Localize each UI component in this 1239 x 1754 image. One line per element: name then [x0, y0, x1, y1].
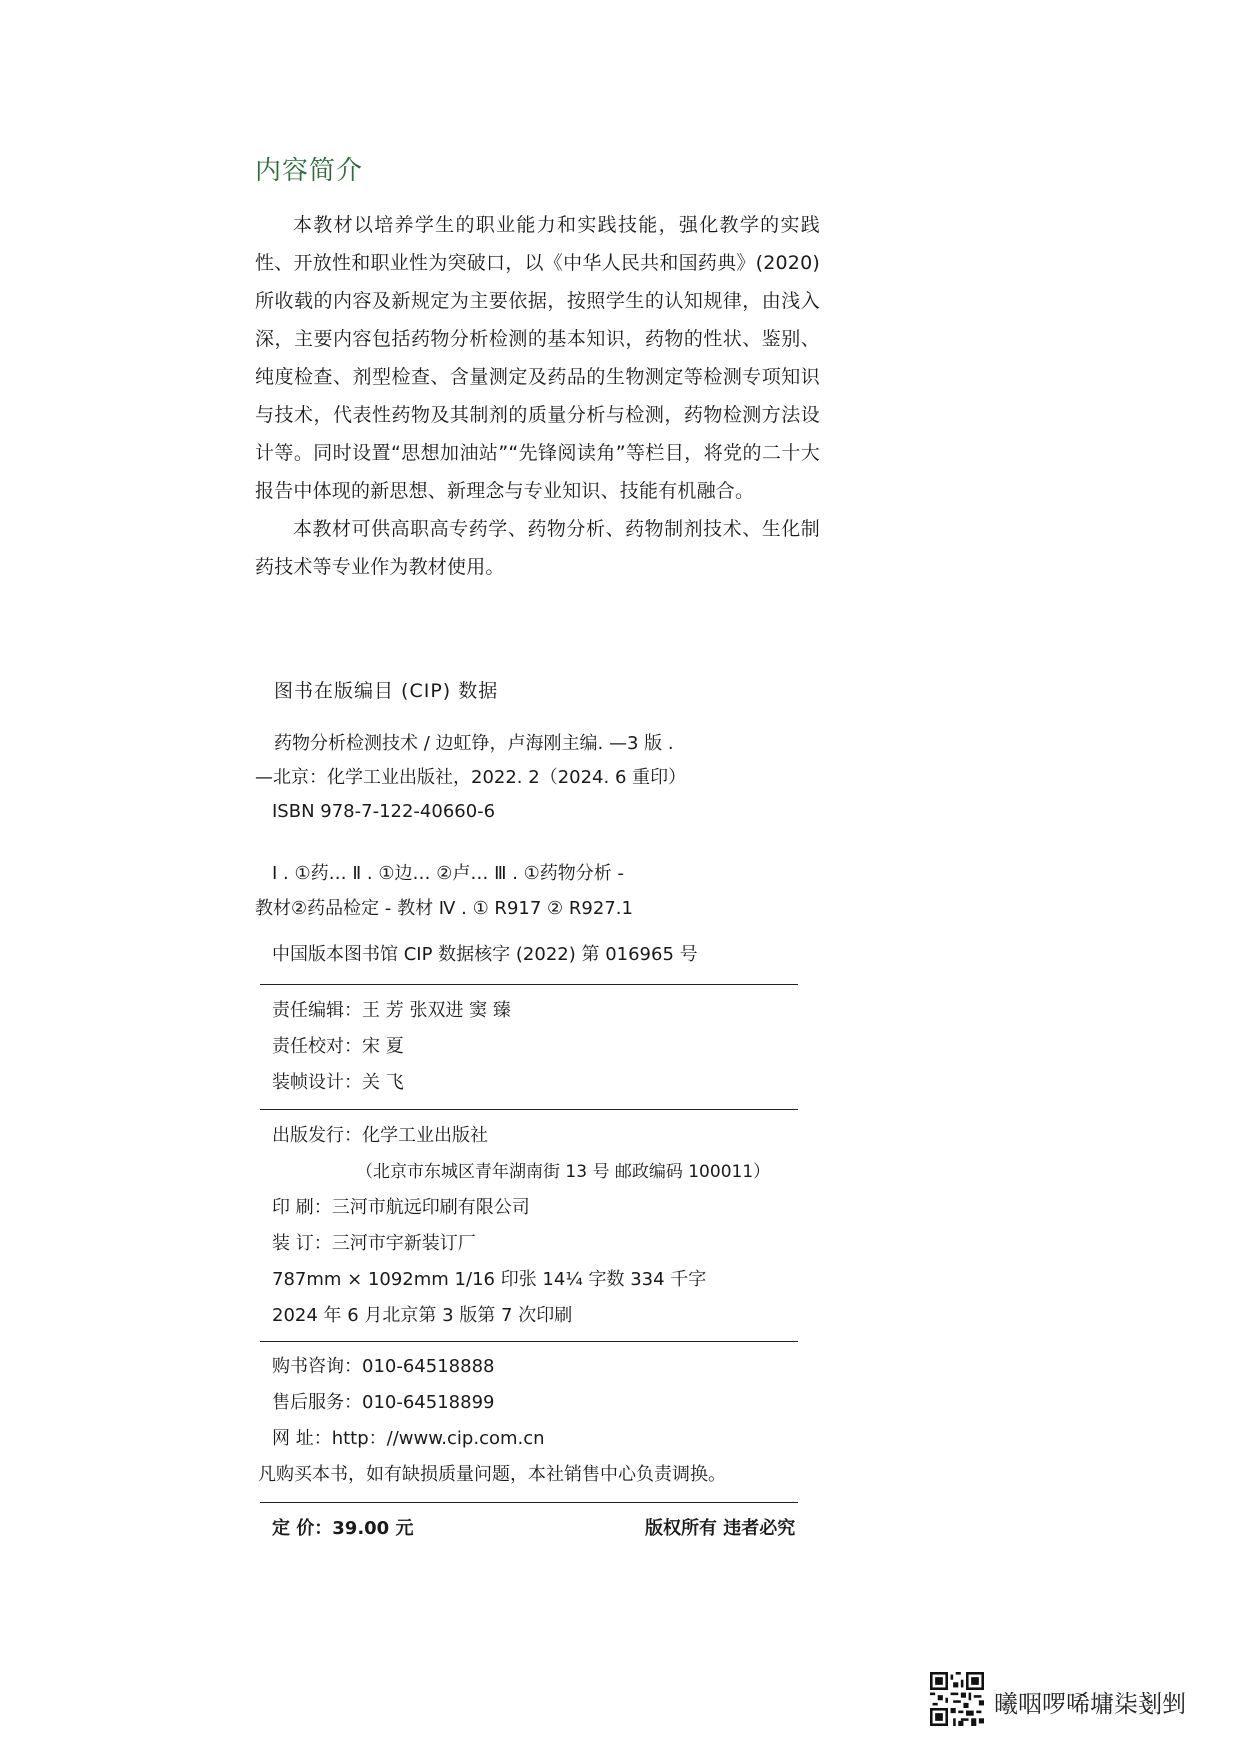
format-line: 787mm × 1092mm 1/16 印张 14¼ 字数 334 千字: [272, 1269, 707, 1290]
cip-isbn: ISBN 978-7-122-40660-6: [272, 801, 496, 822]
cip-line: —北京：化学工业出版社，2022. 2（2024. 6 重印）: [255, 767, 687, 788]
editor-line: 责任编辑：王 芳 张双进 窦 臻: [272, 1000, 511, 1021]
cip-number: 中国版本图书馆 CIP 数据核字 (2022) 第 016965 号: [272, 944, 698, 965]
cip-line: 药物分析检测技术 / 边虹铮，卢海刚主编. —3 版 .: [274, 733, 674, 754]
rights-notice: 版权所有 违者必究: [645, 1518, 796, 1539]
design-line: 装帧设计：关 飞: [272, 1072, 404, 1093]
publisher-line: 出版发行：化学工业出版社: [272, 1125, 488, 1146]
service-phone: 售后服务：010-64518899: [272, 1392, 495, 1413]
notice-line: 凡购买本书，如有缺损质量问题，本社销售中心负责调换。: [258, 1464, 726, 1485]
watermark-text: 曦咽啰唏墉柒剗剉: [994, 1690, 1186, 1718]
intro-paragraph: 本教材以培养学生的职业能力和实践技能，强化教学的实践性、开放性和职业性为突破口，以《中华人民共和国药典》(2020) 所收载的内容及新规定为主要依据，按照学生的认知规律，由浅入深，主要内容包括药物分析检测的基本知识，药物的性状、鉴别、纯度检查、剂型检查、含量测定及药品的生物测定等检测专项知识与技术，代表性药物及其制剂的质量分析与检测，药物检测方法设计等。同时设置“思想加油站”“先锋阅读角”等栏目，将党的二十大报告中体现的新思想、新理念与专业知识、技能有机融合。: [255, 214, 820, 502]
cip-line: Ⅰ . ①药… Ⅱ . ①边… ②卢… Ⅲ . ①药物分析 -: [272, 863, 625, 884]
divider: [260, 1502, 798, 1503]
proofreader-line: 责任校对：宋 夏: [272, 1036, 404, 1057]
divider: [260, 1109, 798, 1110]
intro-body: [255, 206, 820, 586]
cip-line: 教材②药品检定 - 教材 Ⅳ . ① R917 ② R927.1: [255, 898, 633, 919]
intro-paragraph: 本教材可供高职高专药学、药物分析、药物制剂技术、生化制药技术等专业作为教材使用。: [255, 518, 820, 578]
intro-title: 内容简介: [255, 156, 364, 186]
qr-code-icon: [930, 1672, 984, 1726]
edition-line: 2024 年 6 月北京第 3 版第 7 次印刷: [272, 1305, 573, 1326]
website-line: 网 址：http：//www.cip.com.cn: [272, 1428, 545, 1449]
binding-line: 装 订：三河市宇新装订厂: [272, 1233, 476, 1254]
printer-line: 印 刷：三河市航远印刷有限公司: [272, 1197, 530, 1218]
price: 定 价：39.00 元: [272, 1518, 414, 1539]
address-line: （北京市东城区青年湖南街 13 号 邮政编码 100011）: [356, 1162, 771, 1182]
purchase-phone: 购书咨询：010-64518888: [272, 1356, 495, 1377]
divider: [260, 984, 798, 985]
cip-title: 图书在版编目 (CIP) 数据: [274, 680, 499, 702]
divider: [260, 1341, 798, 1342]
